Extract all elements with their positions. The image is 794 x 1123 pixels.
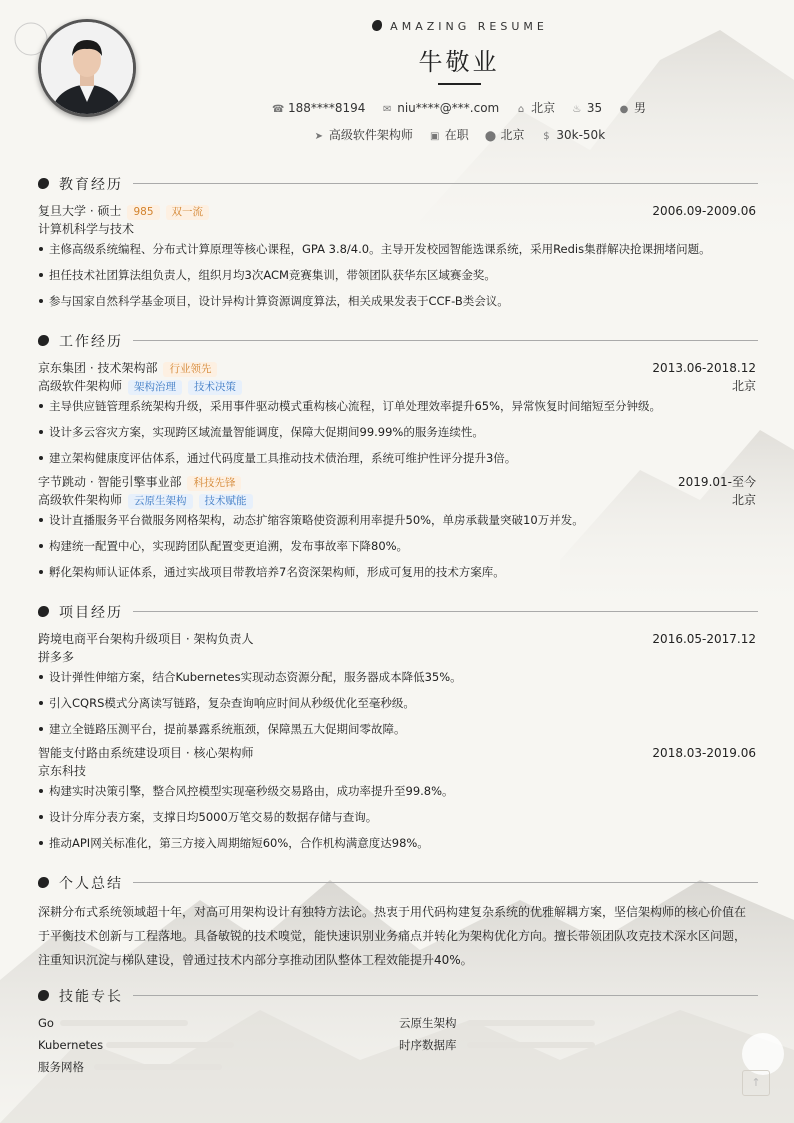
summary-text: 深耕分布式系统领域超十年，对高可用架构设计有独特方法论。热衷于用代码构建复杂系统的优雅解耦方案，坚信架构师的核心价值在于平衡技术创新与工程落地。具备敏锐的技术嗅觉，能快速识别业务痛点并转化为架构优化方向。擅长带领团队攻克技术深水区问题，注重知识沉淀与梯队建设，曾通过技术内部分享推动团队整体工程效能提升40%。 [38,905,747,967]
tagline: AMAZING RESUME [0,20,794,33]
name-divider [438,83,481,85]
cake-icon: ♨ [572,104,582,115]
home-icon: ⌂ [517,104,525,115]
company-name: 京东集团 · 技术架构部 [38,361,158,375]
work-header [38,359,756,377]
project-title: 跨境电商平台架构升级项目 · 架构负责人 [38,632,254,646]
city-item: ⌂ 北京 [515,99,555,116]
email-item: ✉ niu****@***.com [383,101,500,115]
location-icon: ⬤ [484,131,497,142]
list-item: 设计弹性伸缩方案，结合Kubernetes实现动态资源分配，服务器成本降低35%。 [38,669,758,685]
section-summary-title: 个人总结 [38,873,758,893]
section-divider [133,882,758,883]
list-item: 构建实时决策引擎，整合风控模型实现毫秒级交易路由，成功率提升至99.8%。 [38,783,758,799]
project-org-row [38,762,756,780]
ink-drop-icon [38,335,49,346]
project-org: 京东科技 [38,764,87,778]
candidate-name: 牛敬业 [418,48,500,76]
list-item: 推动API网关标准化，第三方接入周期缩短60%，合作机构满意度达98%。 [38,835,758,851]
project-period: 2016.05-2017.12 [652,632,756,646]
section-project-title: 项目经历 [38,602,758,622]
age-item: ♨ 35 [572,101,603,115]
list-item: 设计直播服务平台微服务网格架构，动态扩缩容策略使资源利用率提升50%，单房承载量突破10万并发。 [38,512,758,528]
education-header [38,202,756,220]
status-item: ▣ 在职 [429,128,469,142]
company-badge: 科技先锋 [187,476,241,491]
list-item: 担任技术社团算法组负责人，组织月均3次ACM竞赛集训，带领团队获华东区域赛金奖。 [38,267,758,283]
phone-item: ☎ 188****8194 [271,101,366,115]
position-item: ➤ 高级软件架构师 [314,128,413,142]
skill-item: 云原生架构 [399,1015,699,1031]
gender-icon: ● [619,104,629,115]
list-item: 设计多云容灾方案，实现跨区域流量智能调度，保障大促期间99.99%的服务连续性。 [38,424,758,440]
job-intent-row [0,126,794,143]
school-badge: 985 [127,205,159,220]
section-divider [133,611,758,612]
skill-bar [94,1064,222,1070]
project-title: 智能支付路由系统建设项目 · 核心架构师 [38,746,254,760]
skill-bar [467,1042,595,1048]
major: 计算机科学与技术 [38,222,135,236]
section-work-title: 工作经历 [38,331,758,351]
ink-drop-icon [38,990,49,1001]
skill-bar [106,1042,234,1048]
skill-bar [60,1020,188,1026]
ink-drop-icon [372,20,382,31]
work-role-row [38,491,756,509]
school-badge: 双一流 [166,205,210,220]
list-item: 参与国家自然科学基金项目，设计异构计算资源调度算法，相关成果发表于CCF-B类会议。 [38,293,758,309]
section-divider [133,183,758,184]
work-city: 北京 [731,493,756,507]
company-badge: 行业领先 [163,362,217,377]
section-divider [133,340,758,341]
project-header [38,630,756,648]
section-education-title: 教育经历 [38,174,758,194]
list-item: 引入CQRS模式分离读写链路，复杂查询响应时间从秒级优化至毫秒级。 [38,695,758,711]
phone-icon: ☎ [271,104,285,115]
skill-bar [467,1020,595,1026]
section-divider [133,995,758,996]
project-period: 2018.03-2019.06 [652,746,756,760]
skill-tag: 云原生架构 [128,494,193,509]
list-item: 设计分库分表方案，支撑日均5000万笔交易的数据存储与查询。 [38,809,758,825]
list-item: 孵化架构师认证体系，通过实战项目带教培养7名资深架构师，形成可复用的技术方案库。 [38,564,758,580]
work-period: 2019.01-至今 [678,475,756,489]
money-icon: $ [543,131,550,142]
list-item: 主修高级系统编程、分布式计算原理等核心课程，GPA 3.8/4.0。主导开发校园智能选课系统，采用Redis集群解决抢课拥堵问题。 [38,241,758,257]
education-major-row [38,220,756,238]
project-header [38,744,756,762]
contact-row [0,99,794,116]
project-org-row [38,648,756,666]
list-item: 构建统一配置中心，实现跨团队配置变更追溯，发布事故率下降80%。 [38,538,758,554]
ink-drop-icon [38,877,49,888]
school-name: 复旦大学 · 硕士 [38,204,122,218]
skill-item: Go [38,1015,338,1031]
project-org: 拼多多 [38,650,75,664]
list-item: 建立架构健康度评估体系，通过代码度量工具推动技术债治理，系统可维护性评分提升3倍。 [38,450,758,466]
ink-drop-icon [38,178,49,189]
role: 高级软件架构师 [38,379,123,393]
briefcase-icon: ▣ [429,131,440,142]
list-item: 建立全链路压测平台，提前暴露系统瓶颈，保障黑五大促期间零故障。 [38,721,758,737]
skill-item: 时序数据库 [399,1037,699,1053]
back-to-top-button[interactable]: ↑ [742,1070,770,1096]
section-skills-title: 技能专长 [38,986,758,1006]
skill-tag: 技术赋能 [199,494,253,509]
skill-item: Kubernetes [38,1037,338,1053]
work-role-row [38,377,756,395]
list-item: 主导供应链管理系统架构升级，采用事件驱动模式重构核心流程，订单处理效率提升65%，异常恢复时间缩短至分钟级。 [38,398,758,414]
work-period: 2013.06-2018.12 [652,361,756,375]
skill-item: 服务网格 [38,1059,338,1075]
send-icon: ➤ [314,131,324,142]
work-header [38,473,756,491]
skill-tag: 技术决策 [188,380,242,395]
salary-item: $ 30k-50k [540,128,605,142]
skill-tag: 架构治理 [128,380,182,395]
work-city-item: ⬤ 北京 [484,128,525,142]
gender-item: ● 男 [619,101,647,115]
ink-drop-icon [38,606,49,617]
company-name: 字节跳动 · 智能引擎事业部 [38,475,182,489]
mail-icon: ✉ [383,104,392,115]
work-city: 北京 [731,379,756,393]
role: 高级软件架构师 [38,493,123,507]
education-period: 2006.09-2009.06 [652,204,756,218]
